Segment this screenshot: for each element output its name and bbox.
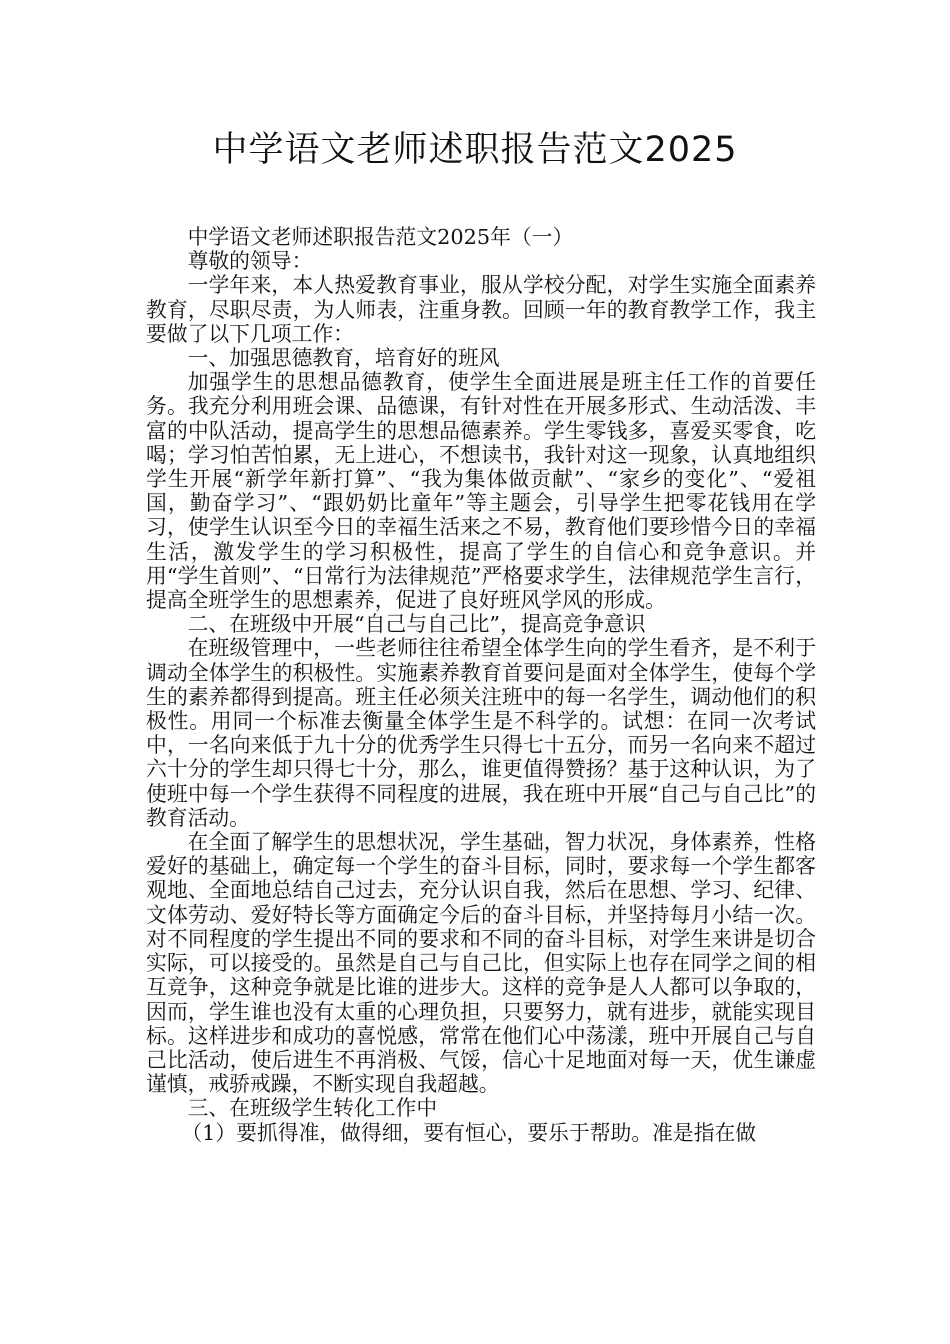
- document-body: [146, 225, 816, 1145]
- salutation: 尊敬的领导：: [187, 249, 313, 274]
- sub-item-1: （1）要抓得准，做得细，要有恒心，要乐于帮助。准是指在做: [181, 1120, 757, 1145]
- intro-paragraph: 一学年来，本人热爱教育事业，服从学校分配，对学生实施全面素养教育，尽职尽责，为人师表，注重身教。回顾一年的教育教学工作，我主要做了以下几项工作：: [146, 273, 816, 346]
- heading-2: 二、在班级中开展“自己与自己比”，提高竞争意识: [187, 612, 646, 637]
- paragraph-1: 加强学生的思想品德教育，使学生全面进展是班主任工作的首要任务。我充分利用班会课、品德课，有针对性在开展多形式、生动活泼、丰富的中队活动，提高学生的思想品德素养。学生零钱多，喜爱买零食，吃喝；学习怕苦怕累，无上进心，不想读书，我针对这一现象，认真地组织学生开展“新学年新打算”、“我为集体做贡献”、“家乡的变化”、“爱祖国，勤奋学习”、“跟奶奶比童年”等主题会，引导学生把零花钱用在学习，使学生认识至今日的幸福生活来之不易，教育他们要珍惜今日的幸福生活，激发学生的学习积极性，提高了学生的自信心和竞争意识。并用“学生首则”、“日常行为法律规范”严格要求学生，法律规范学生言行，提高全班学生的思想素养，促进了良好班风学风的形成。: [146, 370, 816, 613]
- paragraph-2: 在班级管理中，一些老师往往希望全体学生向的学生看齐，是不利于调动全体学生的积极性。实施素养教育首要问是面对全体学生，使每个学生的素养都得到提高。班主任必须关注班中的每一名学生，调动他们的积极性。用同一个标准去衡量全体学生是不科学的。试想：在同一次考试中，一名向来低于九十分的优秀学生只得七十五分，而另一名向来不超过六十分的学生却只得七十分，那么，谁更值得赞扬？基于这种认识，为了使班中每一个学生获得不同程度的进展，我在班中开展“自己与自己比”的教育活动。: [146, 636, 816, 830]
- heading-1: 一、加强思德教育，培育好的班风: [187, 346, 500, 371]
- section-heading: 中学语文老师述职报告范文2025年（一）: [187, 225, 574, 249]
- paragraph-3: 在全面了解学生的思想状况，学生基础，智力状况，身体素养，性格爱好的基础上，确定每一个学生的奋斗目标，同时，要求每一个学生都客观地、全面地总结自己过去，充分认识自我，然后在思想、学习、纪律、文体劳动、爱好特长等方面确定今后的奋斗目标，并坚持每月小结一次。对不同程度的学生提出不同的要求和不同的奋斗目标，对学生来讲是切合实际，可以接受的。虽然是自己与自己比，但实际上也存在同学之间的相互竞争，这种竞争就是比谁的进步大。这样的竞争是人人都可以争取的，因而，学生谁也没有太重的心理负担，只要努力，就有进步，就能实现目标。这样进步和成功的喜悦感，常常在他们心中荡漾，班中开展自己与自己比活动，使后进生不再消极、气馁，信心十足地面对每一天，优生谦虚谨慎，戒骄戒躁，不断实现自我超越。: [146, 830, 816, 1097]
- document-title: 中学语文老师述职报告范文2025: [212, 130, 738, 170]
- heading-3: 三、在班级学生转化工作中: [187, 1096, 438, 1121]
